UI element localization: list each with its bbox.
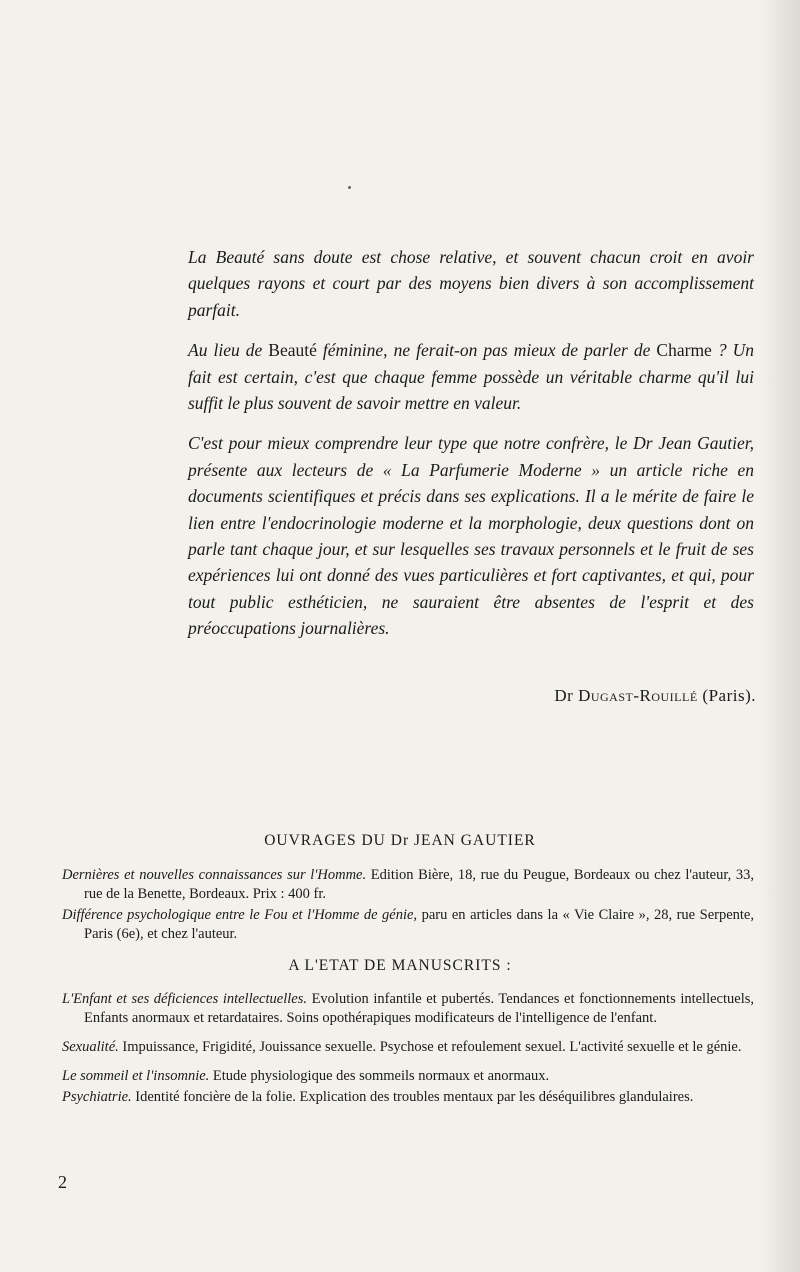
ink-dot: [348, 186, 351, 189]
manuscript-4-title: Psychiatrie.: [62, 1089, 132, 1105]
intro-p2-charme: Charme: [656, 340, 712, 361]
intro-paragraph-3: C'est pour mieux comprendre leur type que notre confrère, le Dr Jean Gautier, présente aux lecteurs de « La Parfumerie Moderne » un article riche en documents scientifiques et précis dans ses explications. Il a le mérite de faire le lien entre l'endocrinologie moderne et la morphologie, deux questions dont on parle tant chaque jour, et sur lesquelles ses travaux personnels et le fruit de ses expériences lui ont donné des vues particulières et fort captivantes, et qui, pour tout public esthéticien, ne sauraient être absentes de l'esprit et des préoccupations journalières.: [188, 433, 754, 639]
signature-title: Dr: [554, 686, 574, 705]
signature-city: (Paris).: [702, 686, 756, 705]
intro-text: [188, 244, 754, 656]
intro-paragraph-2: [188, 337, 754, 416]
manuscript-entry-4: [62, 1088, 754, 1107]
manuscript-2-title: Sexualité.: [62, 1039, 119, 1055]
manuscript-2-text: Impuissance, Frigidité, Jouissance sexuelle. Psychose et refoulement sexuel. L'activité sexuelle et le génie.: [122, 1039, 742, 1055]
manuscript-entry-2: [62, 1038, 754, 1057]
signature: [554, 686, 756, 706]
manuscript-entry-1: [62, 990, 754, 1028]
manuscript-entry-3: [62, 1067, 754, 1086]
manuscripts-heading: A L'ETAT DE MANUSCRITS :: [288, 957, 512, 974]
manuscript-3-text: Etude physiologique des sommeils normaux et anormaux.: [212, 1068, 550, 1084]
work-entry-1: [62, 866, 754, 904]
works-heading: OUVRAGES DU Dr JEAN GAUTIER: [264, 832, 536, 849]
works-list: [62, 866, 754, 946]
work-2-title: Différence psychologique entre le Fou et l'Homme de génie,: [62, 907, 418, 923]
intro-paragraph-1: La Beauté sans doute est chose relative, et souvent chacun croit en avoir quelques rayons et court par des moyens bien divers à son accomplissement parfait.: [188, 247, 754, 320]
manuscript-4-text: Identité foncière de la folie. Explication des troubles mentaux par les déséquilibres glandulaires.: [135, 1089, 694, 1105]
work-2-text: paru en articles dans la « Vie Claire », 28, rue Serpente, Paris (6e), et chez l'auteur.: [84, 907, 754, 942]
manuscript-1-title: L'Enfant et ses déficiences intellectuelles.: [62, 991, 307, 1007]
work-1-text: Edition Bière, 18, rue du Peugue, Bordeaux ou chez l'auteur, 33, rue de la Benette, Bordeaux. Prix : 400 fr.: [84, 867, 755, 902]
manuscript-1-text: Evolution infantile et pubertés. Tendances et fonctionnements intellectuels, Enfants anormaux et retardataires. Soins opothérapiques modificateurs de l'intelligence de l'enfant.: [84, 991, 754, 1026]
manuscript-3-title: Le sommeil et l'insomnie.: [62, 1068, 210, 1084]
intro-p2-c: féminine, ne ferait-on pas mieux de parler de: [322, 340, 651, 361]
signature-name: Dugast-Rouillé: [578, 686, 698, 705]
intro-p2-e: ? Un fait est certain, c'est que chaque femme possède un véritable charme qu'il lui suffit le plus souvent de savoir mettre en valeur.: [188, 340, 755, 414]
manuscripts-list: [62, 990, 754, 1109]
work-1-title: Dernières et nouvelles connaissances sur l'Homme.: [62, 867, 367, 883]
work-entry-2: [62, 906, 754, 944]
intro-p2-beaute: Beauté: [268, 340, 317, 361]
page-number: 2: [58, 1172, 67, 1192]
intro-p2-a: Au lieu de: [188, 340, 263, 361]
page-edge-shadow: [760, 0, 800, 1272]
